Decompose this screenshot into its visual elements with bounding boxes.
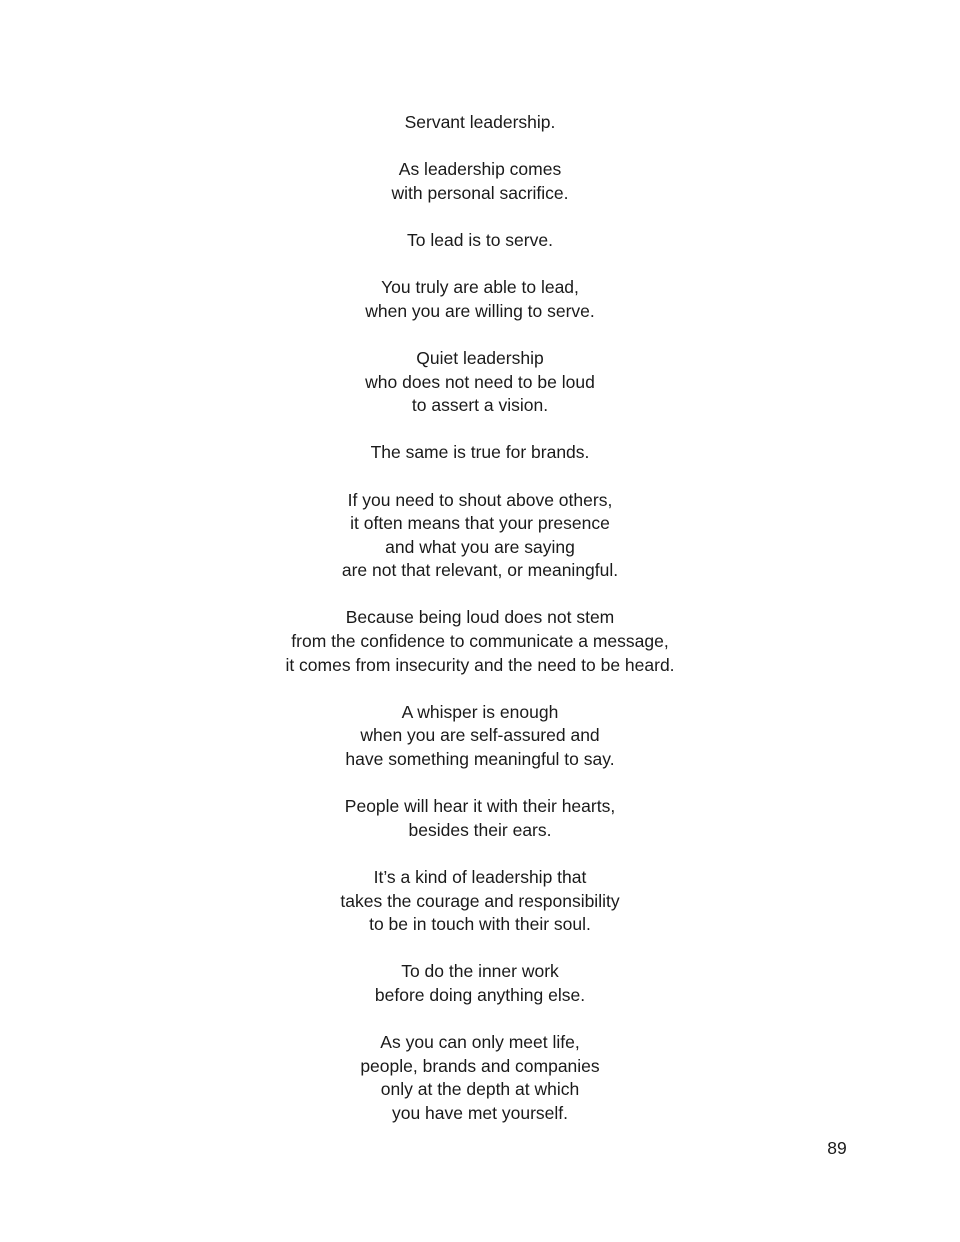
stanza — [0, 606, 960, 677]
poem-line: when you are self-assured and — [360, 725, 600, 746]
stanza — [0, 276, 960, 323]
poem-line: Because being loud does not stem — [345, 607, 615, 628]
stanza — [0, 701, 960, 772]
poem-line: it often means that your presence — [350, 513, 610, 534]
poem-line: takes the courage and responsibility — [340, 890, 620, 911]
poem-line: are not that relevant, or meaningful. — [341, 560, 619, 581]
stanza — [0, 960, 960, 1007]
poem-line: You truly are able to lead, — [381, 277, 579, 298]
poem-line: to assert a vision. — [411, 395, 549, 416]
poem-line: people, brands and companies — [360, 1055, 600, 1076]
poem-line: It’s a kind of leadership that — [373, 867, 587, 887]
stanza — [0, 1031, 960, 1125]
stanza — [0, 866, 960, 937]
poem-line: People will hear it with their hearts, — [344, 796, 616, 817]
stanza — [0, 795, 960, 842]
page-number: 89 — [827, 1138, 847, 1158]
poem-line: who does not need to be loud — [365, 371, 595, 392]
poem-line: before doing anything else. — [374, 984, 586, 1005]
poem-line: To lead is to serve. — [407, 229, 553, 250]
poem-line: it comes from insecurity and the need to be heard. — [285, 654, 675, 675]
poem-line: As leadership comes — [398, 159, 562, 180]
stanza — [0, 111, 960, 135]
poem-line: If you need to shout above others, — [347, 489, 613, 510]
poem-line: A whisper is enough — [401, 701, 559, 722]
poem-line: besides their ears. — [408, 819, 552, 840]
poem-line: with personal sacrifice. — [391, 182, 569, 203]
stanza — [0, 441, 960, 465]
stanza — [0, 158, 960, 205]
poem-line: to be in touch with their soul. — [369, 914, 591, 935]
stanza — [0, 489, 960, 583]
poem-line: Quiet leadership — [416, 347, 544, 368]
poem-line: when you are willing to serve. — [365, 300, 595, 321]
poem-line: and what you are saying — [385, 536, 575, 557]
poem-line: As you can only meet life, — [380, 1032, 580, 1053]
stanza — [0, 229, 960, 253]
poem-line: have something meaningful to say. — [345, 749, 615, 770]
poem-line: To do the inner work — [401, 961, 559, 982]
poem-line: only at the depth at which — [380, 1079, 580, 1100]
poem-line: from the confidence to communicate a message, — [291, 631, 669, 652]
poem-line: Servant leadership. — [404, 112, 556, 132]
stanza — [0, 347, 960, 418]
poem-line: The same is true for brands. — [370, 442, 590, 463]
poem-line: you have met yourself. — [391, 1102, 569, 1123]
poem-body — [0, 111, 960, 1126]
